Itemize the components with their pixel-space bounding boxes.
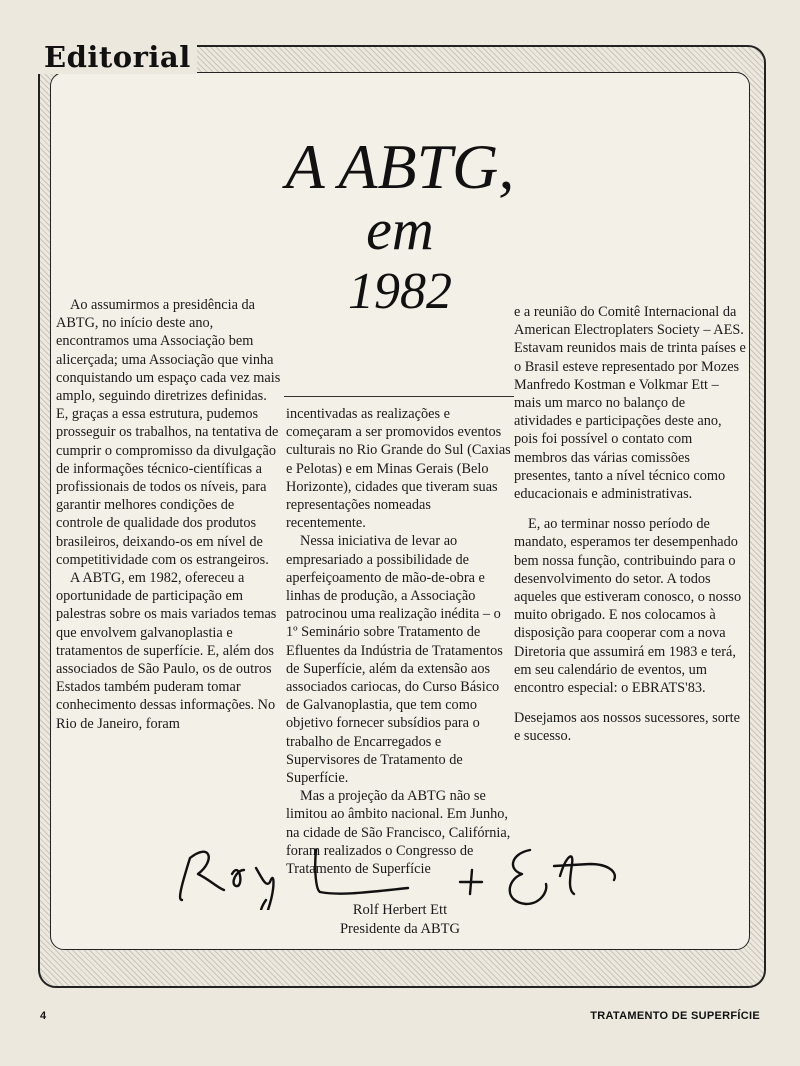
title-line-2: em: [366, 197, 434, 262]
magazine-name: TRATAMENTO DE SUPERFÍCIE: [590, 1010, 760, 1022]
paragraph: Mas a projeção da ABTG não se limitou ao âmbito nacional. Em Junho, na cidade de São Francisco, Califórnia, foram realizados o Congresso de Tratamento de Superfície: [286, 788, 511, 878]
article-column-3: [514, 303, 746, 746]
section-header: [38, 40, 197, 74]
column-rule: [284, 396, 514, 397]
paragraph: incentivadas as realizações e começaram a ser promovidos eventos culturais no Rio Grande do Sul (Caxias e Pelotas) e em Minas Gerais (Belo Horizonte), cidades que tiveram suas representações nomeadas recentemente.: [286, 406, 511, 532]
handwritten-signature: [170, 830, 640, 910]
signatory-name: Rolf Herbert Ett: [352, 902, 448, 918]
paragraph: Desejamos aos nossos sucessores, sorte e sucesso.: [514, 710, 740, 745]
paragraph: Nessa iniciativa de levar ao empresariado a possibilidade de aperfeiçoamento de mão-de-obra e linhas de produção, a Associação patrocinou uma realização inédita – o 1º Seminário sobre Tratamento de Efluentes da Indústria de Tratamentos de Superfície, além da extensão aos associados cariocas, do Curso Básico de Galvanoplastia, que tem como objetivo fornecer subsídios para o trabalho de Encarregados e Supervisores de Tratamento de Superfície.: [286, 533, 503, 787]
paragraph: e a reunião do Comitê Internacional da American Electroplaters Society – AES. Estavam reunidos mais de trinta países e o Brasil esteve representado por Mozes Manfredo Kostman e Volkmar Ett – mais um marco no balanço de atividades e participações deste ano, pois foi possível o contato com membros das várias comissões presentes, tanto a nível técnico como educacionais e administrativas.: [514, 304, 746, 503]
signatory-role: Presidente da ABTG: [339, 921, 460, 937]
title-line-3: 1982: [348, 263, 452, 320]
article-column-1: [56, 296, 282, 733]
section-label: Editorial: [44, 40, 191, 74]
page-number: 4: [40, 1010, 47, 1022]
signature-block: [300, 901, 500, 939]
paragraph: A ABTG, em 1982, ofereceu a oportunidade de participação em palestras sobre os mais variados temas que envolvem galvanoplastia e tratamentos de superfície. E, além dos associados de São Paulo, os de outros Estados também puderam tomar conhecimento dessas informações. No Rio de Janeiro, foram: [56, 570, 277, 732]
paragraph: E, ao terminar nosso período de mandato, esperamos ter desempenhado bem nossa função, contribuindo para o desenvolvimento do setor. A todos aqueles que estiveram conosco, o nosso muito obrigado. E nos colocamos à disposição para cooperar com a nova Diretoria que assumirá em 1983 e terá, em seu calendário de eventos, um encontro especial: o EBRATS'83.: [514, 516, 742, 697]
title-line-1: A ABTG,: [285, 131, 515, 202]
article-column-2: [286, 405, 514, 878]
paragraph: Ao assumirmos a presidência da ABTG, no início deste ano, encontramos uma Associação bem alicerçada; uma Associação que vinha conquistando um espaço cada vez mais amplo, seguindo diretrizes definidas. E, graças a essa estrutura, pudemos prosseguir os trabalhos, na tentativa de cumprir o compromisso da divulgação de informações técnico-científicas a profissionais de todos os níveis, para garantir melhores condições de controle de qualidade dos produtos brasileiros, deixando-os em nível de competitividade com os estrangeiros.: [56, 297, 281, 568]
